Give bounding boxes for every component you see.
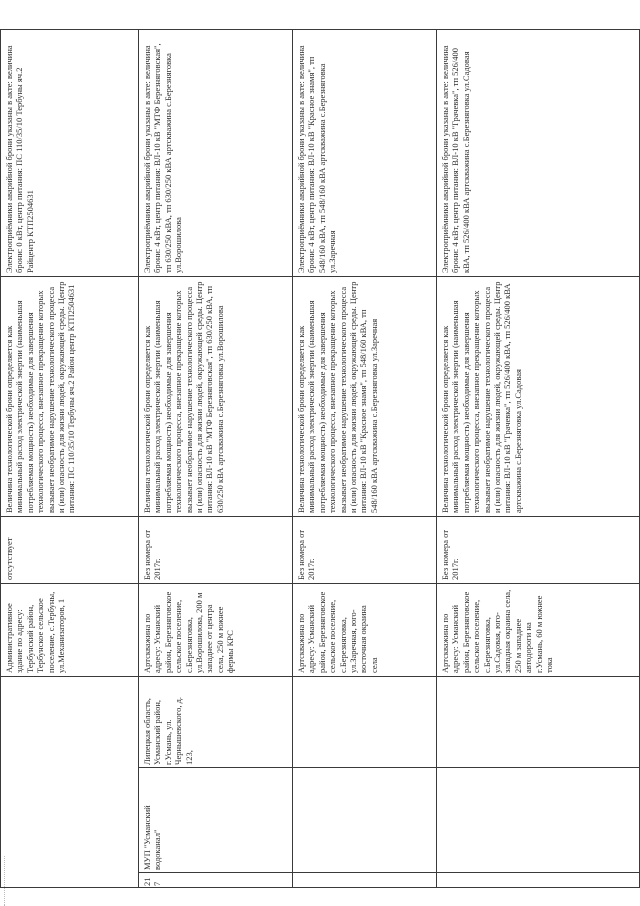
reservation-cell: отсутствует	[4, 537, 14, 580]
organization-cell: МУП "Усманский водоканал"	[142, 805, 163, 870]
object-name-cell: Артскважина по адресу: Усманский район, Березняговское сельское поселение, с.Березняговка, ул.Садовая, юго-западная окраина села, 250 м западнее автодороги на г.Усмань, 60 м южнее тока	[440, 589, 555, 673]
scan-mark	[4, 856, 11, 906]
justification-cell: Величина технологической брони определяется как минимальный расход электрической энергии (наименьшая потребляемая мощность) необходимые для завершения технологического процесса, внезапное прекращение которых вызывает необратимое нарушение технологического процесса и (или) опасность для жизни людей, окружающей среды. Центр питания: ВЛ-10 кВ "Красное знамя", тп 548/160 кВА, тп 548/160 кВА артскважина с.Березняговка ул.Заречная	[296, 281, 379, 513]
reservation-cell: Без номера от 2017г.	[296, 529, 317, 580]
reservation-cell: Без номера от 2017г.	[440, 529, 461, 580]
grid-line	[138, 767, 640, 768]
row-number-cell: 217	[142, 877, 163, 886]
grid-line	[0, 30, 1, 888]
grid-line	[0, 887, 640, 888]
org-address-cell: Липецкая область, Усманский район, г.Усмань, ул. Чернышевского, д. 123,	[142, 696, 194, 765]
grid-line	[0, 276, 640, 277]
emergency-cell: Электроприёмники аварийной брони указаны в акте: величина брони: 4 кВт, центр питания: ВЛ-10 кВ "Грачевка", тп 526/400 кВА, тп 526/400 кВА артскважина с.Березняговка ул.Садовая	[440, 45, 471, 273]
emergency-cell: Электроприёмники аварийной брони указаны в акте: величина брони: 0 кВт, центр питания: ПС 110/35/10 Тербуны яч.2 Райцентр КТП2504631	[4, 45, 35, 273]
reservation-cell: Без номера от 2017г.	[142, 529, 163, 580]
object-name-cell: Административное здание по адресу: Тербунский район, Тербунское сельское поселение, с.Тербуны, ул.Механизаторов, 1	[4, 591, 67, 673]
grid-line	[138, 872, 640, 873]
grid-line	[0, 29, 640, 30]
justification-cell: Величина технологической брони определяется как минимальный расход электрической энергии (наименьшая потребляемая мощность) необходимые для завершения технологического процесса, внезапное прекращение которых вызывает необратимое нарушение технологического процесса и (или) опасность для жизни людей, окружающей среды. Центр питания: ПС 110/35/10 Тербуны яч.2 Район центр КТП2504631	[4, 281, 77, 513]
justification-cell: Величина технологической брони определяется как минимальный расход электрической энергии (наименьшая потребляемая мощность) необходимые для завершения технологического процесса, внезапное прекращение которых вызывает необратимое нарушение технологического процесса и (или) опасность для жизни людей, окружающей среды. Центр питания: ВЛ-10 кВ "Грачевка", тп 526/400 кВА, тп 526/400 кВА артскважина с.Березняговка ул.Садовая	[440, 281, 523, 513]
grid-line	[138, 30, 139, 888]
grid-line	[0, 583, 640, 584]
justification-cell: Величина технологической брони определяется как минимальный расход электрической энергии (наименьшая потребляемая мощность) необходимые для завершения технологического процесса, внезапное прекращение которых вызывает необратимое нарушение технологического процесса и (или) опасность для жизни людей, окружающей среды. Центр питания: ВЛ-10 кВ "МТФ Березняговская", тп 630/250 кВА, тп 630/250 кВА артскважина с.Березняговка ул.Ворошилова	[142, 281, 225, 513]
emergency-cell: Электроприёмники аварийной брони указаны в акте: величина брони: 4 кВт, центр питания: ВЛ-10 кВ "Красное знамя", тп 548/160 кВА, тп 548/160 кВА артскважина с.Березняговка ул.Заречная	[296, 45, 338, 273]
grid-line	[292, 30, 293, 888]
emergency-cell: Электроприёмники аварийной брони указаны в акте: величина брони: 4 кВт, центр питания: ВЛ-10 кВ "МТФ Березняговская", тп 630/250 кВА, тп 630/250 кВА артскважина с.Березняговка ул.Ворошилова	[142, 43, 184, 273]
object-name-cell: Артскважина по адресу: Усманский район, Березняговское сельское поселение, с.Березняговка, ул.Ворошилова, 200 м западнее от центра села, 250 м южнее фермы КРС	[142, 591, 236, 673]
grid-line	[436, 30, 437, 888]
object-name-cell: Артскважина по адресу: Усманский район, Березняговское сельское поселение, с.Березняговка, ул.Заречная, юго-восточная окраина села	[296, 591, 379, 673]
grid-line	[0, 676, 640, 677]
grid-line	[0, 516, 640, 517]
